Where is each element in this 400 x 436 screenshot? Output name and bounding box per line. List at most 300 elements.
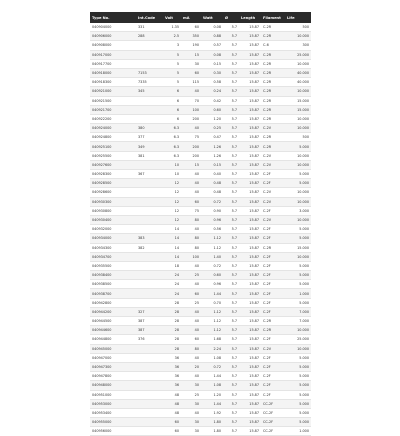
cell-filament: C-2R	[261, 326, 285, 335]
cell-watt: 0.72	[201, 197, 223, 206]
cell-length: 15.87	[239, 307, 261, 316]
cell-ma: 60	[181, 197, 201, 206]
table-row	[90, 298, 311, 307]
cell-length: 15.87	[239, 188, 261, 197]
cell-filament: C-2R	[261, 317, 285, 326]
table-row	[90, 390, 311, 399]
cell-int-code: 331	[136, 23, 163, 32]
cell-type-no: 040938500	[90, 280, 136, 289]
cell-watt: 1.26	[201, 142, 223, 151]
cell-volt: 5	[163, 59, 181, 68]
cell-life: 25.000	[285, 335, 311, 344]
cell-length: 15.87	[239, 68, 261, 77]
cell-life: 5.000	[285, 298, 311, 307]
cell-int-code	[136, 418, 163, 427]
cell-watt: 0.40	[201, 170, 223, 179]
cell-int-code: 7153	[136, 68, 163, 77]
cell-filament: C-2R	[261, 87, 285, 96]
cell-life: 40.000	[285, 68, 311, 77]
cell-int-code	[136, 188, 163, 197]
table-row	[90, 179, 311, 188]
cell-ma: 70	[181, 96, 201, 105]
cell-diameter: 5.7	[223, 114, 239, 123]
cell-volt: 48	[163, 399, 181, 408]
cell-life: 5.000	[285, 362, 311, 371]
cell-type-no: 040904000	[90, 23, 136, 32]
cell-filament: C-2F	[261, 271, 285, 280]
cell-ma: 25	[181, 298, 201, 307]
cell-length: 15.87	[239, 317, 261, 326]
cell-type-no: 040953000	[90, 399, 136, 408]
cell-watt: 0.60	[201, 105, 223, 114]
cell-ma: 25	[181, 271, 201, 280]
cell-diameter: 5.7	[223, 317, 239, 326]
cell-filament: C-2F	[261, 289, 285, 298]
cell-ma: 40	[181, 188, 201, 197]
cell-filament: C-2V	[261, 215, 285, 224]
cell-length: 15.87	[239, 372, 261, 381]
table-row	[90, 206, 311, 215]
cell-length: 15.87	[239, 261, 261, 270]
cell-int-code	[136, 372, 163, 381]
cell-int-code	[136, 225, 163, 234]
cell-watt: 1.92	[201, 408, 223, 417]
cell-type-no: 040917000	[90, 50, 136, 59]
cell-watt: 0.08	[201, 23, 223, 32]
cell-ma: 30	[181, 59, 201, 68]
cell-length: 15.87	[239, 399, 261, 408]
cell-filament: C-2V	[261, 197, 285, 206]
cell-life: 5.000	[285, 261, 311, 270]
cell-watt: 1.68	[201, 335, 223, 344]
cell-life: 40.000	[285, 78, 311, 87]
cell-watt: 0.15	[201, 59, 223, 68]
cell-watt: 1.12	[201, 243, 223, 252]
table-row	[90, 344, 311, 353]
cell-volt: 48	[163, 408, 181, 417]
cell-diameter: 5.7	[223, 326, 239, 335]
cell-volt: 10	[163, 160, 181, 169]
cell-volt: 14	[163, 243, 181, 252]
cell-filament: C-2V	[261, 188, 285, 197]
table-row	[90, 335, 311, 344]
cell-volt: 28	[163, 326, 181, 335]
cell-life: 7.000	[285, 317, 311, 326]
cell-life: 7.000	[285, 307, 311, 316]
cell-length: 15.87	[239, 243, 261, 252]
cell-length: 15.87	[239, 105, 261, 114]
cell-length: 15.87	[239, 326, 261, 335]
cell-ma: 100	[181, 105, 201, 114]
table-row	[90, 23, 311, 32]
table-row	[90, 124, 311, 133]
cell-diameter: 5.7	[223, 59, 239, 68]
cell-length: 15.87	[239, 151, 261, 160]
cell-ma: 25	[181, 390, 201, 399]
header-type-no: Type No.	[90, 12, 136, 23]
cell-watt: 1.80	[201, 427, 223, 436]
cell-watt: 1.08	[201, 353, 223, 362]
cell-watt: 1.80	[201, 418, 223, 427]
cell-length: 15.87	[239, 418, 261, 427]
table-row	[90, 362, 311, 371]
cell-filament: C-2F	[261, 225, 285, 234]
cell-volt: 14	[163, 234, 181, 243]
table-row	[90, 188, 311, 197]
cell-length: 15.87	[239, 427, 261, 436]
cell-volt: 24	[163, 289, 181, 298]
cell-diameter: 5.7	[223, 252, 239, 261]
cell-life: 10.000	[285, 59, 311, 68]
cell-type-no: 040947000	[90, 353, 136, 362]
cell-filament: C-2F	[261, 252, 285, 261]
cell-filament: C-2F	[261, 280, 285, 289]
cell-volt: 6.3	[163, 133, 181, 142]
table-row	[90, 353, 311, 362]
cell-watt: 0.25	[201, 124, 223, 133]
cell-volt: 36	[163, 362, 181, 371]
cell-int-code: 367	[136, 170, 163, 179]
cell-watt: 1.20	[201, 114, 223, 123]
header-volt: Volt	[163, 12, 181, 23]
cell-ma: 100	[181, 252, 201, 261]
cell-watt: 0.47	[201, 133, 223, 142]
table-row	[90, 96, 311, 105]
cell-watt: 0.08	[201, 50, 223, 59]
cell-volt: 2.5	[163, 32, 181, 41]
table-row	[90, 59, 311, 68]
cell-type-no: 040921000	[90, 87, 136, 96]
cell-length: 15.87	[239, 353, 261, 362]
cell-life: 15.000	[285, 96, 311, 105]
cell-ma: 40	[181, 87, 201, 96]
cell-ma: 40	[181, 317, 201, 326]
cell-type-no: 040953400	[90, 408, 136, 417]
cell-diameter: 5.7	[223, 427, 239, 436]
cell-type-no: 040930400	[90, 215, 136, 224]
cell-watt: 2.24	[201, 344, 223, 353]
cell-int-code: 345	[136, 87, 163, 96]
cell-int-code: 381	[136, 151, 163, 160]
cell-type-no: 040921700	[90, 105, 136, 114]
cell-life: 5.000	[285, 390, 311, 399]
cell-ma: 30	[181, 427, 201, 436]
cell-diameter: 5.7	[223, 188, 239, 197]
cell-life: 10.000	[285, 252, 311, 261]
cell-filament: C-2F	[261, 362, 285, 371]
cell-life: 10.000	[285, 344, 311, 353]
cell-watt: 1.44	[201, 289, 223, 298]
cell-type-no: 040944500	[90, 317, 136, 326]
cell-type-no: 040934000	[90, 234, 136, 243]
cell-diameter: 5.7	[223, 225, 239, 234]
cell-length: 15.87	[239, 179, 261, 188]
cell-ma: 30	[181, 381, 201, 390]
cell-ma: 60	[181, 289, 201, 298]
cell-int-code	[136, 427, 163, 436]
cell-volt: 3	[163, 41, 181, 50]
cell-ma: 40	[181, 372, 201, 381]
cell-type-no: 040938400	[90, 271, 136, 280]
cell-volt: 5	[163, 78, 181, 87]
cell-filament: C-2F	[261, 390, 285, 399]
cell-life: 5.000	[285, 234, 311, 243]
cell-type-no: 040942800	[90, 298, 136, 307]
cell-filament: C-2R	[261, 50, 285, 59]
cell-life: 10.000	[285, 160, 311, 169]
cell-int-code: 7335	[136, 78, 163, 87]
cell-volt: 18	[163, 261, 181, 270]
cell-diameter: 5.7	[223, 41, 239, 50]
cell-life: 5.000	[285, 280, 311, 289]
cell-diameter: 5.7	[223, 298, 239, 307]
cell-type-no: 040924000	[90, 124, 136, 133]
cell-ma: 40	[181, 179, 201, 188]
cell-watt: 0.96	[201, 280, 223, 289]
cell-volt: 6	[163, 87, 181, 96]
cell-diameter: 5.7	[223, 261, 239, 270]
cell-life: 10.000	[285, 114, 311, 123]
cell-length: 15.87	[239, 133, 261, 142]
cell-filament: C-2R	[261, 133, 285, 142]
cell-watt: 0.15	[201, 160, 223, 169]
cell-watt: 1.12	[201, 317, 223, 326]
cell-life: 25.000	[285, 50, 311, 59]
cell-type-no: 040908000	[90, 41, 136, 50]
cell-type-no: 040944800	[90, 335, 136, 344]
cell-type-no: 040930800	[90, 206, 136, 215]
cell-life: 10.000	[285, 188, 311, 197]
cell-ma: 80	[181, 215, 201, 224]
cell-watt: 0.56	[201, 225, 223, 234]
table-row	[90, 317, 311, 326]
cell-ma: 40	[181, 170, 201, 179]
table-row	[90, 418, 311, 427]
cell-watt: 0.60	[201, 271, 223, 280]
cell-int-code	[136, 280, 163, 289]
cell-ma: 200	[181, 142, 201, 151]
cell-ma: 200	[181, 151, 201, 160]
cell-filament: CC-2F	[261, 427, 285, 436]
cell-diameter: 5.7	[223, 234, 239, 243]
cell-filament: C-2F	[261, 206, 285, 215]
cell-int-code: 376	[136, 335, 163, 344]
cell-filament: C-2F	[261, 353, 285, 362]
cell-int-code: 387	[136, 326, 163, 335]
cell-life: 300	[285, 41, 311, 50]
cell-length: 15.87	[239, 87, 261, 96]
table-row	[90, 261, 311, 270]
cell-int-code	[136, 105, 163, 114]
header-int-code: Int.Code	[136, 12, 163, 23]
cell-length: 15.87	[239, 215, 261, 224]
cell-filament: C-2R	[261, 96, 285, 105]
cell-int-code	[136, 179, 163, 188]
cell-length: 15.87	[239, 50, 261, 59]
cell-int-code	[136, 114, 163, 123]
table-row	[90, 408, 311, 417]
table-row	[90, 326, 311, 335]
cell-volt: 48	[163, 390, 181, 399]
cell-int-code	[136, 50, 163, 59]
cell-ma: 15	[181, 50, 201, 59]
cell-filament: C-2F	[261, 381, 285, 390]
cell-filament: C-2V	[261, 124, 285, 133]
cell-watt: 0.57	[201, 41, 223, 50]
cell-diameter: 5.7	[223, 124, 239, 133]
header-watt: Watt	[201, 12, 223, 23]
cell-diameter: 5.7	[223, 215, 239, 224]
cell-life: 5.000	[285, 381, 311, 390]
cell-length: 15.87	[239, 390, 261, 399]
cell-diameter: 5.7	[223, 418, 239, 427]
cell-length: 15.87	[239, 197, 261, 206]
cell-ma: 350	[181, 32, 201, 41]
cell-ma: 40	[181, 124, 201, 133]
cell-length: 15.87	[239, 114, 261, 123]
header-ma: mA	[181, 12, 201, 23]
cell-length: 15.87	[239, 271, 261, 280]
cell-type-no: 040934700	[90, 252, 136, 261]
cell-life: 10.000	[285, 215, 311, 224]
cell-watt: 0.48	[201, 179, 223, 188]
cell-length: 15.87	[239, 344, 261, 353]
cell-watt: 0.30	[201, 68, 223, 77]
cell-watt: 1.44	[201, 399, 223, 408]
cell-life: 500	[285, 133, 311, 142]
table-row	[90, 114, 311, 123]
cell-volt: 6.3	[163, 151, 181, 160]
table-row	[90, 160, 311, 169]
cell-int-code	[136, 206, 163, 215]
cell-filament: C-2F	[261, 298, 285, 307]
cell-ma: 80	[181, 344, 201, 353]
cell-length: 15.87	[239, 362, 261, 371]
lamp-spec-table-container	[90, 12, 311, 436]
cell-diameter: 5.7	[223, 381, 239, 390]
table-row	[90, 372, 311, 381]
cell-type-no: 040944600	[90, 326, 136, 335]
cell-type-no: 040938700	[90, 289, 136, 298]
cell-int-code	[136, 160, 163, 169]
cell-filament: C-2V	[261, 160, 285, 169]
header-row	[90, 12, 311, 23]
cell-life: 5.000	[285, 142, 311, 151]
cell-watt: 1.12	[201, 307, 223, 316]
cell-diameter: 5.7	[223, 32, 239, 41]
cell-length: 15.87	[239, 206, 261, 215]
cell-int-code	[136, 289, 163, 298]
cell-int-code: 382	[136, 243, 163, 252]
cell-int-code: 387	[136, 317, 163, 326]
cell-filament: C-2F	[261, 372, 285, 381]
cell-life: 10.000	[285, 151, 311, 160]
cell-int-code: 380	[136, 124, 163, 133]
cell-life: 5.000	[285, 353, 311, 362]
lamp-spec-table	[90, 12, 311, 436]
cell-filament: C-6	[261, 41, 285, 50]
cell-filament: C-2R	[261, 59, 285, 68]
cell-diameter: 5.7	[223, 151, 239, 160]
cell-int-code	[136, 271, 163, 280]
cell-type-no: 040918000	[90, 68, 136, 77]
cell-length: 15.87	[239, 225, 261, 234]
cell-length: 15.87	[239, 298, 261, 307]
cell-ma: 60	[181, 23, 201, 32]
cell-life: 15.000	[285, 243, 311, 252]
cell-type-no: 040927600	[90, 160, 136, 169]
cell-filament: C-2F	[261, 307, 285, 316]
cell-volt: 24	[163, 271, 181, 280]
cell-diameter: 5.7	[223, 142, 239, 151]
table-row	[90, 427, 311, 436]
cell-volt: 28	[163, 307, 181, 316]
cell-type-no: 040928500	[90, 179, 136, 188]
cell-int-code	[136, 408, 163, 417]
cell-ma: 15	[181, 160, 201, 169]
cell-watt: 0.96	[201, 215, 223, 224]
cell-diameter: 5.7	[223, 105, 239, 114]
cell-type-no: 040921500	[90, 96, 136, 105]
table-row	[90, 142, 311, 151]
cell-ma: 40	[181, 326, 201, 335]
cell-type-no: 040930300	[90, 197, 136, 206]
cell-filament: C-2R	[261, 32, 285, 41]
cell-length: 15.87	[239, 124, 261, 133]
cell-int-code: 327	[136, 307, 163, 316]
cell-diameter: 5.7	[223, 133, 239, 142]
cell-volt: 14	[163, 225, 181, 234]
table-row	[90, 399, 311, 408]
cell-filament: CC-2F	[261, 399, 285, 408]
cell-life: 5.000	[285, 271, 311, 280]
cell-volt: 28	[163, 344, 181, 353]
cell-filament: C-2V	[261, 151, 285, 160]
cell-int-code	[136, 215, 163, 224]
cell-life: 1.000	[285, 427, 311, 436]
cell-life: 5.000	[285, 225, 311, 234]
cell-volt: 6	[163, 96, 181, 105]
cell-filament: C-2F	[261, 261, 285, 270]
cell-filament: C-2R	[261, 23, 285, 32]
cell-int-code	[136, 41, 163, 50]
table-row	[90, 32, 311, 41]
cell-ma: 200	[181, 114, 201, 123]
cell-life: 5.000	[285, 408, 311, 417]
cell-volt: 28	[163, 298, 181, 307]
cell-ma: 60	[181, 68, 201, 77]
cell-life: 10.000	[285, 87, 311, 96]
cell-volt: 36	[163, 353, 181, 362]
cell-volt: 36	[163, 372, 181, 381]
cell-length: 15.87	[239, 160, 261, 169]
header-filament: Filament	[261, 12, 285, 23]
cell-length: 15.87	[239, 170, 261, 179]
cell-length: 15.87	[239, 252, 261, 261]
cell-ma: 40	[181, 280, 201, 289]
cell-watt: 1.44	[201, 372, 223, 381]
cell-ma: 40	[181, 307, 201, 316]
cell-watt: 0.88	[201, 32, 223, 41]
cell-ma: 115	[181, 78, 201, 87]
cell-diameter: 5.7	[223, 390, 239, 399]
cell-int-code	[136, 298, 163, 307]
cell-type-no: 040935500	[90, 261, 136, 270]
cell-watt: 0.42	[201, 96, 223, 105]
cell-volt: 12	[163, 206, 181, 215]
cell-life: 10.000	[285, 32, 311, 41]
cell-length: 15.87	[239, 289, 261, 298]
